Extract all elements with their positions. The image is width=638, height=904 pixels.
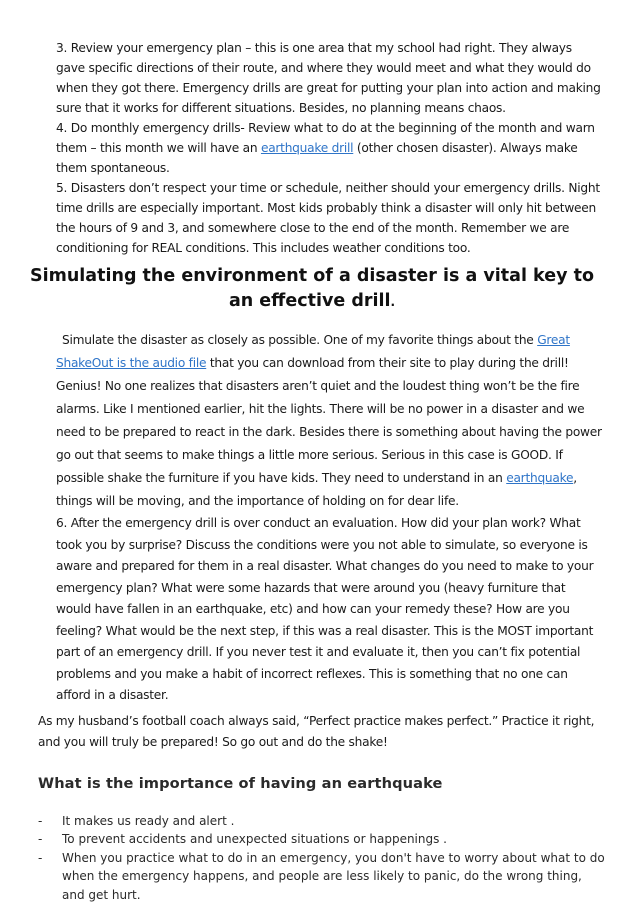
closing-text: As my husband’s football coach always said, “Perfect practice makes perfect.” Practice it right, and you will truly be prepared! So go out and do the shake! (38, 714, 594, 749)
bullet-list (0, 812, 638, 904)
earthquake-drill-link[interactable]: earthquake drill (261, 141, 353, 155)
section-heading-simulating (30, 264, 594, 315)
bullet-text: To prevent accidents and unexpected situations or happenings . (62, 830, 447, 849)
earthquake-link[interactable]: earthquake (506, 471, 573, 485)
closing-paragraph (0, 711, 638, 753)
list-item-4 (0, 118, 638, 178)
bullet-item (38, 830, 608, 849)
heading-text: Simulating the environment of a disaster is a vital key to an effective drill (30, 266, 594, 311)
great-shakeout-audio-link[interactable]: Great ShakeOut is the audio file (56, 333, 570, 370)
section-heading-importance: What is the importance of having an earthquake (38, 775, 638, 792)
item-6-text: 6. After the emergency drill is over conduct an evaluation. How did your plan work? What took you by surprise? Discuss the conditions were you not able to simulate, so everyone is aware and prepared for them in a real disaster. What changes do you need to make to your emergency plan? What were some hazards that were around you (heavy furniture that would have fallen in an earthquake, etc) and how can your remedy these? How are you feeling? What would be the next step, if this was a real disaster. This is the MOST important part of an emergency drill. If you never test it and evaluate it, then you can’t fix potential problems and you make a habit of incorrect reflexes. This is something that no one can afford in a disaster. (56, 516, 593, 702)
bullet-item (38, 812, 608, 831)
list-item-6 (0, 513, 638, 707)
simulate-text-middle: that you can download from their site to play during the drill! Genius! No one realizes that disasters aren’t quiet and the loudest thing won’t be the fire alarms. Like I mentioned earlier, hit the lights. There will be no power in a disaster and we need to be prepared to react in the dark. Besides there is something about having the power go out that seems to make things a little more serious. Serious in this case is GOOD. If possible shake the furniture if you have kids. They need to understand in an (56, 356, 602, 485)
bullet-dash: - (38, 830, 62, 849)
simulate-text: Simulate the disaster as closely as possible. One of my favorite things about the (62, 333, 537, 347)
bullet-item (38, 849, 608, 904)
item-4-text-end: (other chosen disaster). Always make them spontaneous. (56, 141, 577, 175)
bullet-text: When you practice what to do in an emergency, you don't have to worry about what to do when the emergency happens, and people are less likely to panic, do the wrong thing, and get hurt. (62, 849, 608, 904)
bullet-dash: - (38, 849, 62, 904)
list-item-5 (0, 178, 638, 258)
heading-period: . (390, 295, 395, 309)
bullet-dash: - (38, 812, 62, 831)
item-4-text: 4. Do monthly emergency drills- Review what to do at the beginning of the month and warn them – this month we will have an (56, 121, 595, 155)
simulate-paragraph (0, 329, 638, 513)
simulate-text-end: , things will be moving, and the importance of holding on for dear life. (56, 471, 577, 508)
item-5-text: 5. Disasters don’t respect your time or schedule, neither should your emergency drills. Night time drills are especially important. Most kids probably think a disaster will only hit between the hours of 9 and 3, and somewhere close to the end of the month. Remember we are conditioning for REAL conditions. This includes weather conditions too. (56, 181, 600, 255)
list-item-3 (0, 38, 638, 118)
item-3-text: 3. Review your emergency plan – this is one area that my school had right. They always gave specific directions of their route, and where they would meet and what they would do when they got there. Emergency drills are great for putting your plan into action and making sure that it works for different situations. Besides, no planning means chaos. (56, 41, 601, 115)
bullet-text: It makes us ready and alert . (62, 812, 234, 831)
